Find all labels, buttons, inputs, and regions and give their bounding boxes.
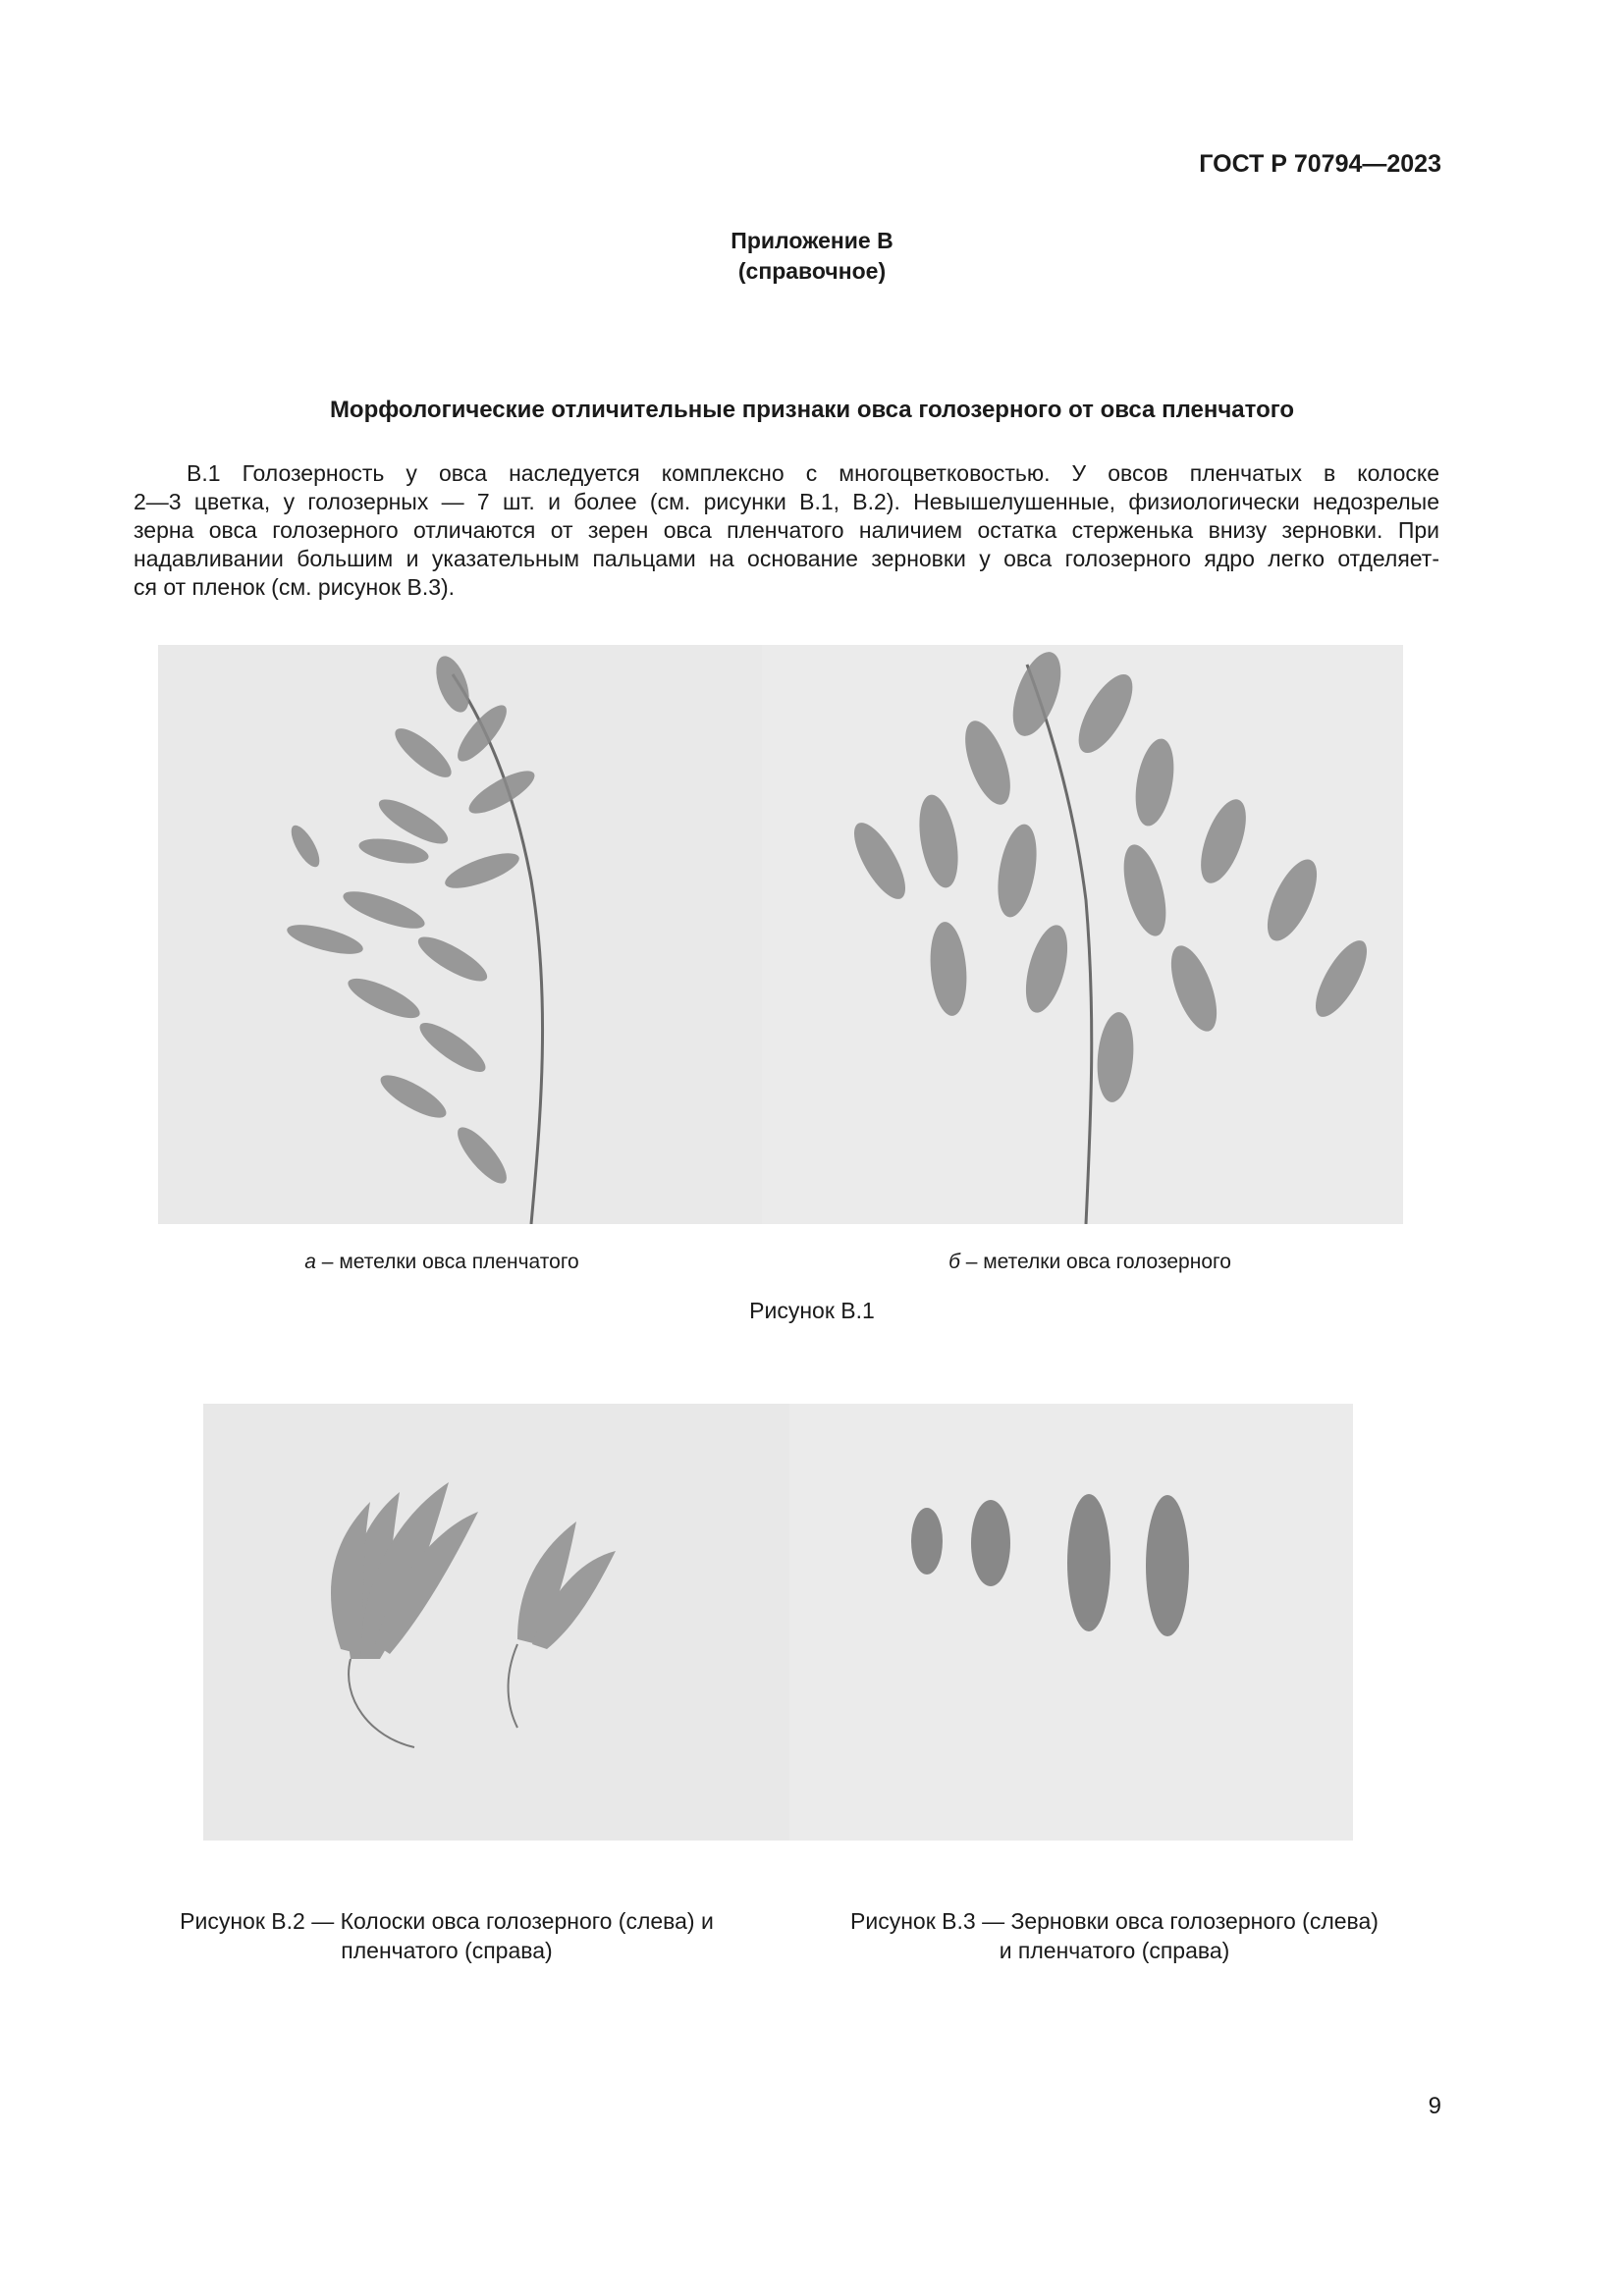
appendix-subtitle: (справочное) (737, 258, 887, 284)
appendix-title-block (0, 226, 1624, 287)
section-heading: Морфологические отличительные признаки овса голозерного от овса пленчатого (329, 397, 1295, 423)
figure-b3-caption (805, 1906, 1424, 1965)
paragraph-line: В.1 Голозерность у овса наследуется комплексно с многоцветковостью. У овсов пленчатых в колоске (187, 460, 1439, 486)
paragraph-line: ся от пленок (см. рисунок В.3). (134, 574, 456, 600)
body-paragraph (134, 459, 1439, 602)
figure-b1-caption-a (245, 1251, 638, 1274)
caption-letter: б (948, 1251, 960, 1273)
caption-line: Рисунок В.2 — Колоски овса голозерного (слева) и (180, 1908, 714, 1934)
figure-b1-caption-b (884, 1251, 1296, 1274)
paragraph-line: надавливании большим и указательным пальцами на основание зерновки у овса голозерного ядро легко отделяет- (134, 546, 1439, 571)
photo-naked-oat-panicle (762, 645, 1403, 1224)
photo-hulled-oat-panicle (158, 645, 762, 1224)
document-id: ГОСТ Р 70794—2023 (1199, 150, 1441, 178)
caption-line: пленчатого (справа) (341, 1938, 553, 1963)
paragraph-line: 2—3 цветка, у голозерных — 7 шт. и более (см. рисунки В.1, В.2). Невышелушенные, физиологически недозрелые (134, 489, 1439, 514)
caption-line: Рисунок В.3 — Зерновки овса голозерного (слева) (850, 1908, 1379, 1934)
photo-oat-spikelets (203, 1404, 789, 1841)
figure-b2-caption (137, 1906, 756, 1965)
figure-b1-title: Рисунок В.1 (749, 1298, 875, 1323)
photo-oat-grains (789, 1404, 1353, 1841)
appendix-title: Приложение В (731, 228, 893, 253)
page-number: 9 (1428, 2093, 1441, 2119)
caption-letter: а (304, 1251, 316, 1273)
caption-line: и пленчатого (справа) (999, 1938, 1230, 1963)
paragraph-line: зерна овса голозерного отличаются от зерен овса пленчатого наличием остатка стерженька внизу зерновки. При (134, 517, 1439, 543)
caption-text: – метелки овса пленчатого (315, 1251, 579, 1273)
caption-text: – метелки овса голозерного (959, 1251, 1231, 1273)
